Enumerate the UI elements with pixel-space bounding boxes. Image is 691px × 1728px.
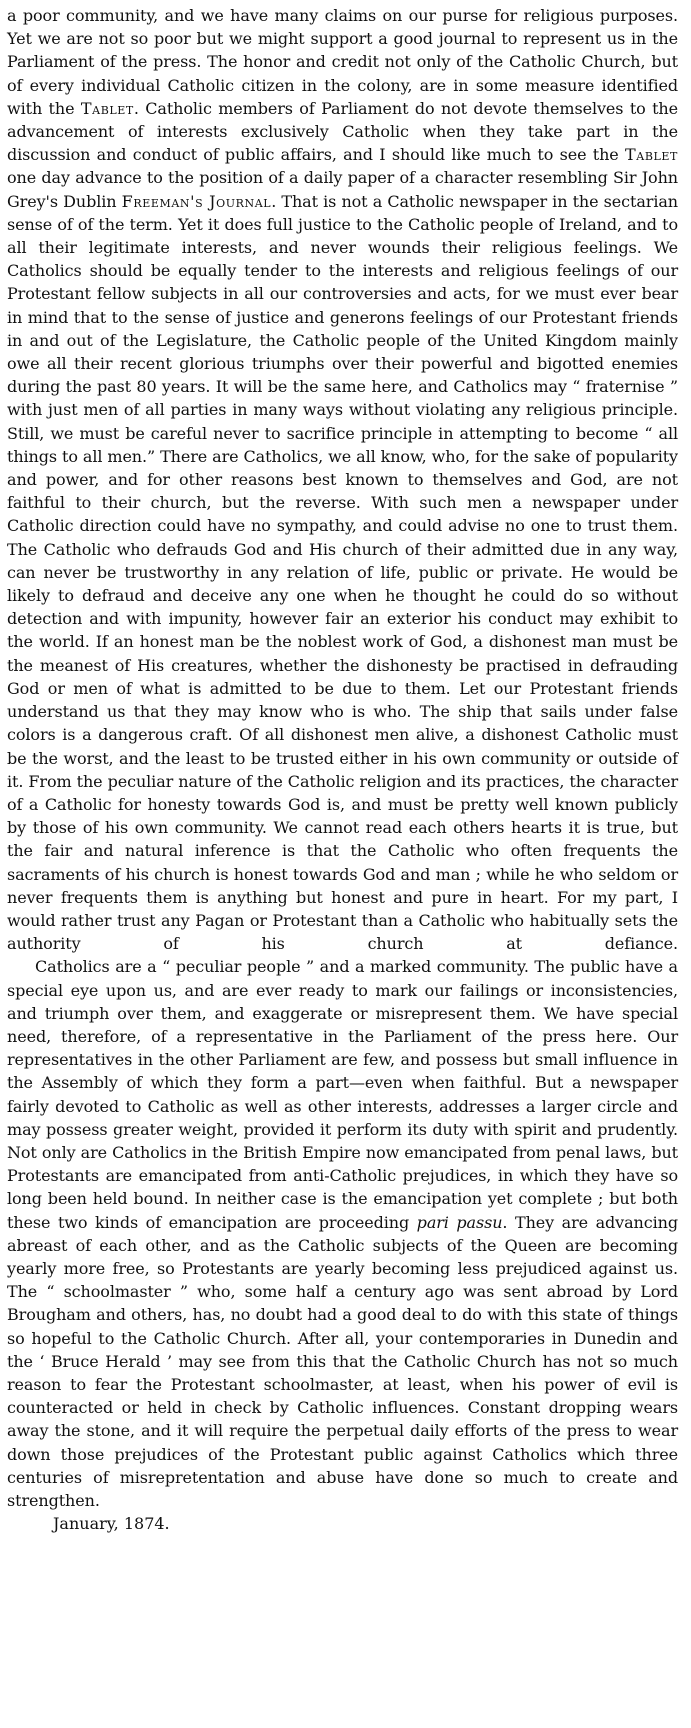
text-run: a poor community, and we have many claims on our purse for religious purposes. Yet we are not so poor but we might support a good journal to represent us in the Parliament of the press. The honor and credit not only of the Catholic Church, but of every individual Catholic citizen in the colony, are in some measure identified with the <box>7 6 678 118</box>
text-run: . They are advancing abreast of each other, and as the Catholic subjects of the Queen are becoming yearly more free, so Protestants are yearly becoming less prejudiced against us. The “ schoolmaster ” who, some half a century ago was sent abroad by Lord Brougham and others, has, no doubt had a good deal to do with this state of things so hopeful to the Catholic Church. After all, your contemporaries in Dunedin and the ‘ Bruce Herald ’ may see from this that the Catholic Church has not so much reason to fear the Protestant schoolmaster, at least, when his power of evil is counteracted or held in check by Catholic influences. Constant dropping wears away the stone, and it will require the perpetual daily efforts of the press to wear down those prejudices of the Protestant public against Catholics which three centuries of misrepretentation and abuse have done so much to create and strengthen. <box>7 1212 678 1510</box>
article-paragraph-2 <box>7 955 678 1512</box>
article-paragraph-1 <box>7 4 678 955</box>
text-run: . That is not a Catholic newspaper in the sectarian sense of of the term. Yet it does full justice to the Catholic people of Ireland, and to all their legitimate interests, and never wounds their religious feelings. We Catholics should be equally tender to the interests and religious feelings of our Protestant fellow subjects in all our controversies and acts, for we must ever bear in mind that to the sense of justice and generons feelings of our Protestant friends in and out of the Legislature, the Catholic people of the United Kingdom mainly owe all their recent glorious triumphs over their powerful and bigotted enemies during the past 80 years. It will be the same here, and Catholics may “ fraternise ” with just men of all parties in many ways without violating any religious principle. Still, we must be careful never to sacrifice principle in attempting to become “ all things to all men.” There are Catholics, we all know, who, for the sake of popularity and power, and for other reasons best known to themselves and God, are not faithful to their church, but the reverse. With such men a newspaper under Catholic direction could have no sympathy, and could advise no one to trust them. The Catholic who defrauds God and His church of their admitted due in any way, can never be trustworthy in any relation of life, public or private. He would be likely to defraud and deceive any one when he thought he could do so without detection and with impunity, however fair an exterior his conduct may exhibit to the world. If an honest man be the noblest work of God, a dishonest man must be the meanest of His creatures, whether the dishonesty be practised in defrauding God or men of what is admitted to be due to them. Let our Protestant friends understand us that they may know who is who. The ship that sails under false colors is a dangerous craft. Of all dishonest men alive, a dishonest Catholic must be the worst, and the least to be trusted either in his own community or outside of it. From the peculiar nature of the Catholic religion and its practices, the character of a Catholic for honesty towards God is, and must be pretty well known publicly by those of his own community. We cannot read each others hearts it is true, but the fair and natural inference is that the Catholic who often frequents the sacraments of his church is honest towards God and man ; while he who seldom or never frequents them is anything but honest and pure in heart. For my part, I would rather trust any Pagan or Protestant than a Catholic who habitually sets the authority of his church at defiance. <box>7 191 679 954</box>
article-date: January, 1874. <box>53 1514 170 1534</box>
text-run: one day advance to the position of a daily paper of a character resembling Sir John Grey's Dublin <box>7 168 678 211</box>
italic-phrase: pari passu <box>416 1212 503 1232</box>
text-run: . Catholic members of Parliament do not devote themselves to the advancement of interests exclusively Catholic when they take part in the discussion and conduct of public affairs, and I should like much to see the <box>7 98 678 165</box>
publication-name: Tablet <box>80 98 134 118</box>
publication-name: Tablet <box>625 145 678 165</box>
publication-name: Freeman's Journal <box>121 191 272 211</box>
text-run: Catholics are a “ peculiar people ” and a marked community. The public have a special eye upon us, and are ever ready to mark our failings or inconsistencies, and triumph over them, and exaggerate or misrepresent them. We have special need, therefore, of a representative in the Parliament of the press here. Our representatives in the other Parliament are few, and possess but small influence in the Assembly of which they form a part—even when faithful. But a newspaper fairly devoted to Catholic as well as other interests, addresses a larger circle and may possess greater weight, provided it perform its duty with spirit and prudently. Not only are Catholics in the British Empire now emancipated from penal laws, but Protestants are emancipated from anti-Catholic prejudices, in which they have so long been held bound. In neither case is the emancipation yet complete ; but both these two kinds of emancipation are proceeding <box>7 957 678 1232</box>
